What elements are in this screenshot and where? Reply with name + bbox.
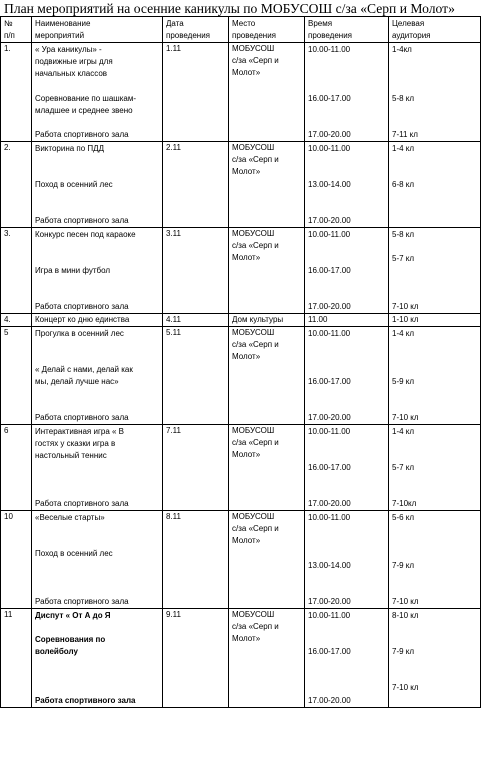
row-times [305,43,389,142]
row-times [305,142,389,228]
time-text: 13.00-14.00 [308,561,351,570]
audience-text: 7-10 кл [392,413,419,422]
table-row [1,609,481,708]
time-text: 16.00-17.00 [308,377,351,386]
audience-text: 5-6 кл [392,513,415,522]
event-text: Соревнование по шашкам- младшее и среднее звено [35,94,136,115]
row-num: 11 [1,609,32,708]
row-num: 3. [1,228,32,314]
event-text: Работа спортивного зала [35,696,136,705]
time-text: 10.00-11.00 [308,611,351,620]
row-date: 8.11 [163,511,229,609]
event-text: Работа спортивного зала [35,302,129,311]
row-audiences [389,43,481,142]
event-text: «Веселые старты» [35,513,105,522]
row-events [32,142,163,228]
header-place: Место проведения [229,17,305,43]
row-date: 7.11 [163,425,229,511]
time-text: 16.00-17.00 [308,463,351,472]
audience-text: 7-9 кл [392,647,415,656]
row-times [305,511,389,609]
row-place: МОБУСОШ с/за «Серп и Молот» [229,327,305,425]
audience-text: 1-4 кл [392,329,415,338]
row-audiences [389,511,481,609]
event-text: Работа спортивного зала [35,216,129,225]
audience-text: 7-10 кл [392,302,419,311]
row-num: 2. [1,142,32,228]
event-text: Диспут « От А до Я [35,611,111,620]
audience-text: 5-7 кл [392,254,415,263]
time-text: 10.00-11.00 [308,329,351,338]
time-text: 10.00-11.00 [308,45,351,54]
row-place: МОБУСОШ с/за «Серп и Молот» [229,228,305,314]
event-text: « Делай с нами, делай как мы, делай лучше нас» [35,365,133,386]
table-row [1,327,481,425]
row-place: МОБУСОШ с/за «Серп и Молот» [229,425,305,511]
time-text: 10.00-11.00 [308,513,351,522]
time-text: 13.00-14.00 [308,180,351,189]
table-row [1,314,481,327]
audience-text: 1-4 кл [392,427,415,436]
audience-text: 1-10 кл [389,314,481,327]
event-text: Интерактивная игра « В гостях у сказки игра в настольный теннис [35,427,124,460]
row-num: 1. [1,43,32,142]
audience-text: 7-10 кл [392,597,419,606]
event-text: Викторина по ПДД [35,144,105,153]
table-row [1,511,481,609]
row-num: 5 [1,327,32,425]
row-date: 9.11 [163,609,229,708]
time-text: 10.00-11.00 [308,230,351,239]
audience-text: 7-11 кл [392,130,418,139]
event-text: Соревнования по волейболу [35,635,106,656]
header-event: Наименование мероприятий [32,17,163,43]
row-audiences [389,228,481,314]
row-audiences [389,142,481,228]
row-events [32,511,163,609]
time-text: 17.00-20.00 [308,597,351,606]
row-events [32,425,163,511]
row-place: МОБУСОШ с/за «Серп и Молот» [229,142,305,228]
events-table [0,16,481,708]
page-title: План мероприятий на осенние каникулы по МОБУСОШ с/за «Серп и Молот» [4,1,455,16]
time-text: 10.00-11.00 [308,144,351,153]
audience-text: 7-10 кл [392,683,419,692]
row-date: 3.11 [163,228,229,314]
audience-text: 7-9 кл [392,561,415,570]
row-events [32,609,163,708]
event-text: « Ура каникулы» - подвижные игры для начальных классов [35,45,113,78]
audience-text: 5-7 кл [392,463,415,472]
audience-text: 7-10кл [392,499,417,508]
event-text: Игра в мини футбол [35,266,111,275]
row-num: 6 [1,425,32,511]
row-num: 4. [1,314,32,327]
row-place: Дом культуры [229,314,305,327]
event-text: Работа спортивного зала [35,597,129,606]
event-text: Работа спортивного зала [35,130,129,139]
row-times [305,228,389,314]
event-text: Поход в осенний лес [35,180,113,189]
header-audience: Целевая аудитория [389,17,481,43]
table-row [1,425,481,511]
table-row [1,228,481,314]
row-date: 4.11 [163,314,229,327]
header-date: Дата проведения [163,17,229,43]
audience-text: 5-8 кл [392,230,415,239]
audience-text: 5-8 кл [392,94,415,103]
row-num: 10 [1,511,32,609]
time-text: 16.00-17.00 [308,266,351,275]
time-text: 10.00-11.00 [308,427,351,436]
time-text: 17.00-20.00 [308,216,351,225]
table-row [1,142,481,228]
row-times [305,327,389,425]
time-text: 16.00-17.00 [308,647,351,656]
header-num: № п/п [1,17,32,43]
time-text: 17.00-20.00 [308,696,351,705]
table-header-row [1,17,481,43]
row-place: МОБУСОШ с/за «Серп и Молот» [229,609,305,708]
event-text: Конкурс песен под караоке [35,230,136,239]
row-place: МОБУСОШ с/за «Серп и Молот» [229,43,305,142]
event-text: Работа спортивного зала [35,413,129,422]
time-text: 17.00-20.00 [308,302,351,311]
row-events [32,327,163,425]
row-audiences [389,609,481,708]
event-text: Прогулка в осенний лес [35,329,124,338]
time-text: 11.00 [305,314,389,327]
audience-text: 1-4 кл [392,144,415,153]
row-times [305,425,389,511]
table-row [1,43,481,142]
header-time: Время проведения [305,17,389,43]
row-date: 2.11 [163,142,229,228]
row-times [305,609,389,708]
row-events [32,228,163,314]
row-date: 1.11 [163,43,229,142]
time-text: 17.00-20.00 [308,413,351,422]
audience-text: 8-10 кл [392,611,419,620]
row-date: 5.11 [163,327,229,425]
audience-text: 6-8 кл [392,180,415,189]
audience-text: 5-9 кл [392,377,415,386]
time-text: 17.00-20.00 [308,130,351,139]
event-text: Поход в осенний лес [35,549,113,558]
row-audiences [389,327,481,425]
row-audiences [389,425,481,511]
event-text: Концерт ко дню единства [32,314,163,327]
time-text: 17.00-20.00 [308,499,351,508]
row-place: МОБУСОШ с/за «Серп и Молот» [229,511,305,609]
event-text: Работа спортивного зала [35,499,129,508]
time-text: 16.00-17.00 [308,94,351,103]
audience-text: 1-4кл [392,45,412,54]
row-events [32,43,163,142]
